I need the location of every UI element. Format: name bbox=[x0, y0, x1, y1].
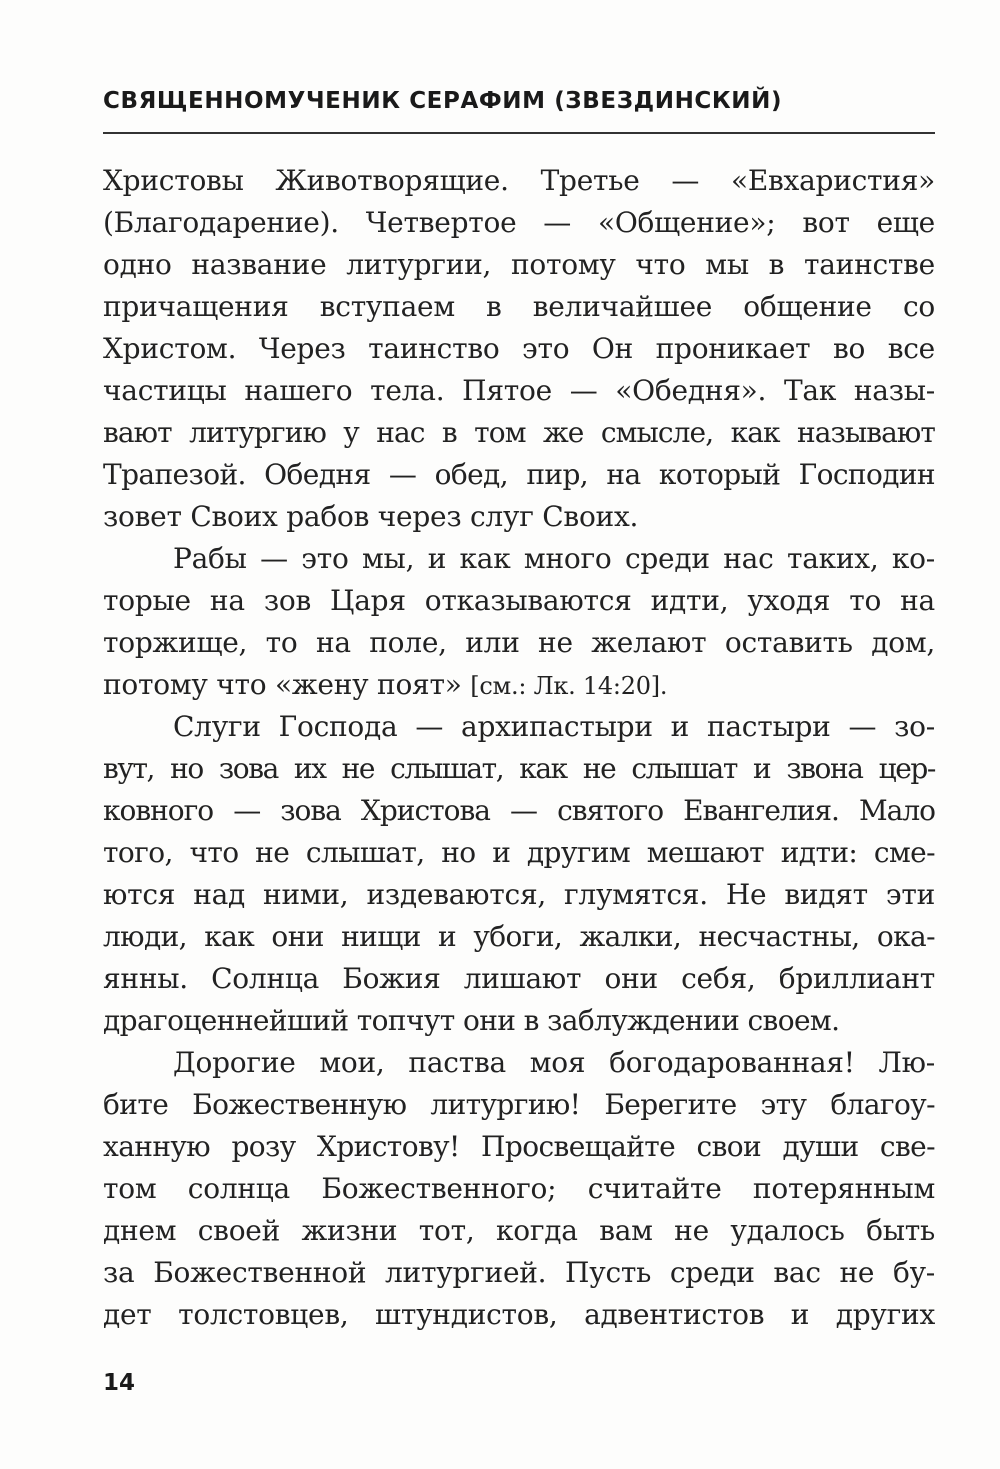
scripture-reference: [см.: Лк. 14:20]. bbox=[470, 672, 668, 700]
text-line: за Божественной литургией. Пусть среди вас не бу- bbox=[103, 1256, 935, 1289]
text-line: торые на зов Царя отказываются идти, уходя то на bbox=[103, 584, 935, 617]
text-line: вают литургию у нас в том же смысле, как называют bbox=[103, 416, 935, 449]
text-line: причащения вступаем в величайшее общение со bbox=[103, 290, 935, 323]
text-line: ковного — зова Христова — святого Евангелия. Мало bbox=[103, 794, 935, 827]
text-line-with-reference bbox=[103, 664, 935, 706]
text-line: торжище, то на поле, или не желают оставить дом, bbox=[103, 626, 935, 659]
text-line: ются над ними, издеваются, глумятся. Не видят эти bbox=[103, 878, 935, 911]
text-line: одно название литургии, потому что мы в таинстве bbox=[103, 248, 935, 281]
body-text bbox=[103, 160, 935, 1336]
text-line: того, что не слышат, но и другим мешают идти: сме- bbox=[103, 836, 935, 869]
text-line: дет толстовцев, штундистов, адвентистов и других bbox=[103, 1298, 935, 1331]
text-line: люди, как они нищи и убоги, жалки, несчастны, ока- bbox=[103, 920, 935, 953]
text-line: Христом. Через таинство это Он проникает во все bbox=[103, 332, 935, 365]
running-head: СВЯЩЕННОМУЧЕНИК СЕРАФИМ (ЗВЕЗДИНСКИЙ) bbox=[103, 88, 783, 114]
text-line: Трапезой. Обедня — обед, пир, на который Господин bbox=[103, 458, 935, 491]
text-line: днем своей жизни тот, когда вам не удалось быть bbox=[103, 1214, 935, 1247]
text-line: Дорогие мои, паства моя богодарованная! Лю- bbox=[173, 1046, 935, 1079]
text-line: драгоценнейший топчут они в заблуждении своем. bbox=[103, 1004, 840, 1037]
header-rule bbox=[103, 132, 935, 134]
text-line: Слуги Господа — архипастыри и пастыри — зо- bbox=[173, 710, 935, 743]
text-line: Рабы — это мы, и как много среди нас таких, ко- bbox=[173, 542, 935, 575]
page-number: 14 bbox=[103, 1370, 136, 1396]
text-line: вут, но зова их не слышат, как не слышат и звона цер- bbox=[103, 752, 935, 785]
text-line: частицы нашего тела. Пятое — «Обедня». Так назы- bbox=[103, 374, 935, 407]
text-line-main: потому что «жену поят» bbox=[103, 668, 462, 701]
text-line: том солнца Божественного; считайте потерянным bbox=[103, 1172, 935, 1205]
text-line: ханную розу Христову! Просвещайте свои души све- bbox=[103, 1130, 935, 1163]
text-line: зовет Своих рабов через слуг Своих. bbox=[103, 500, 639, 533]
text-line: (Благодарение). Четвертое — «Общение»; вот еще bbox=[103, 206, 935, 239]
text-line: янны. Солнца Божия лишают они себя, бриллиант bbox=[103, 962, 935, 995]
text-line: бите Божественную литургию! Берегите эту благоу- bbox=[103, 1088, 935, 1121]
text-line: Христовы Животворящие. Третье — «Евхаристия» bbox=[103, 164, 935, 197]
